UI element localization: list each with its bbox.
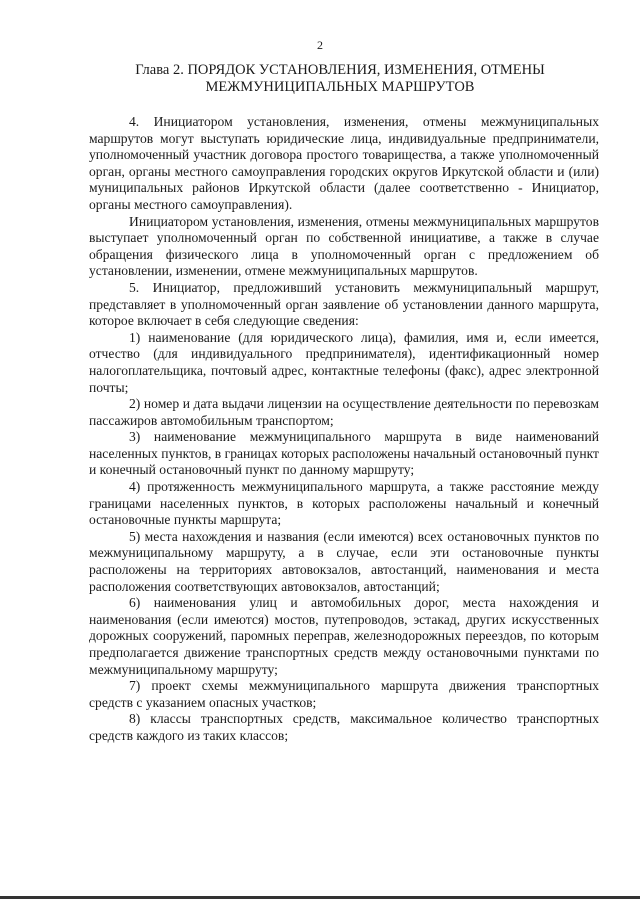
list-item-6: 6) наименования улиц и автомобильных дорог, места нахождения и наименования (если имеются) мостов, путепроводов, эстакад, других искусственных дорожных сооружений, паромных переправ, железнодорожных переездов, по которым предполагается движение транспортных средств между остановочными пунктами по межмуниципальному маршруту; <box>89 595 599 677</box>
list-item-2: 2) номер и дата выдачи лицензии на осуществление деятельности по перевозкам пассажиров автомобильным транспортом; <box>89 396 599 428</box>
list-item-8: 8) классы транспортных средств, максимальное количество транспортных средств каждого из таких классов; <box>89 711 599 743</box>
paragraph-item-5: 5. Инициатор, предложивший установить межмуниципальный маршрут, представляет в уполномоченный орган заявление об установлении данного маршрута, которое включает в себя следующие сведения: <box>89 279 599 329</box>
chapter-heading-line-2: МЕЖМУНИЦИПАЛЬНЫХ МАРШРУТОВ <box>205 79 475 95</box>
paragraph-initiator-authority: Инициатором установления, изменения, отмены межмуниципальных маршрутов выступает уполномоченный орган по собственной инициативе, а также в случае обращения физического лица в уполномоченный орган с предложением об установлении, изменении, отмене межмуниципальных маршрутов. <box>89 213 599 279</box>
list-item-4: 4) протяженность межмуниципального маршрута, а также расстояние между границами населенных пунктов, в которых расположены начальный и конечный остановочные пункты маршрута; <box>89 479 599 528</box>
paragraph-item-4: 4. Инициатором установления, изменения, отмены межмуниципальных маршрутов могут выступать юридические лица, индивидуальные предприниматели, уполномоченный участник договора простого товарищества, а также уполномоченный орган, органы местного самоуправления городских округов Иркутской области и (или) муниципальных районов Иркутской области (далее соответственно - Инициатор, органы местного самоуправления). <box>89 114 599 212</box>
chapter-heading <box>120 62 560 96</box>
page-number: 2 <box>317 38 323 52</box>
list-item-1: 1) наименование (для юридического лица), фамилия, имя и, если имеется, отчество (для индивидуального предпринимателя), идентификационный номер налогоплательщика, почтовый адрес, контактные телефоны (факс), адрес электронной почты; <box>89 329 599 395</box>
scan-edge-line <box>0 896 640 899</box>
document-body <box>89 114 599 745</box>
chapter-heading-line-1: Глава 2. ПОРЯДОК УСТАНОВЛЕНИЯ, ИЗМЕНЕНИЯ, ОТМЕНЫ <box>135 62 545 78</box>
list-item-7: 7) проект схемы межмуниципального маршрута движения транспортных средств с указанием опасных участков; <box>89 678 599 710</box>
list-item-5: 5) места нахождения и названия (если имеются) всех остановочных пунктов по межмуниципальному маршруту, а в случае, если эти остановочные пункты расположены на территориях автовокзалов, автостанций, наименования и места расположения соответствующих автовокзалов, автостанций; <box>89 528 599 594</box>
list-item-3: 3) наименование межмуниципального маршрута в виде наименований населенных пунктов, в границах которых расположены начальный остановочный пункт и конечный остановочный пункт по данному маршруту; <box>89 429 599 478</box>
